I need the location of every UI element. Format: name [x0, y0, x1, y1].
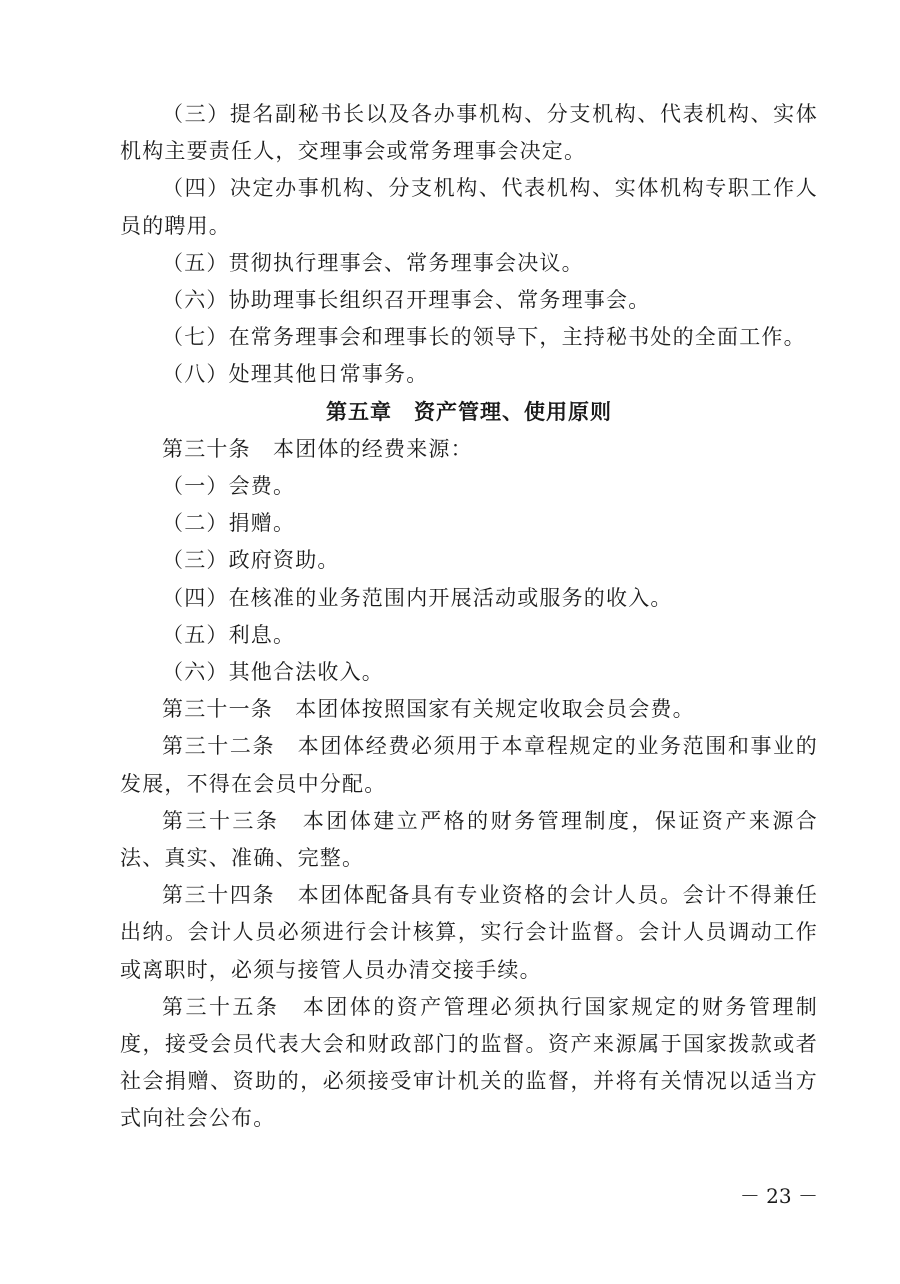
funding-source-1: （一）会费。 [162, 474, 296, 499]
funding-source-4: （四）在核准的业务范围内开展活动或服务的收入。 [162, 585, 673, 610]
document-body [120, 96, 818, 1138]
article-30: 第三十条 本团体的经费来源： [162, 436, 473, 461]
paragraph-item-7: （七）在常务理事会和理事长的领导下，主持秘书处的全面工作。 [162, 325, 806, 350]
article-31: 第三十一条 本团体按照国家有关规定收取会员会费。 [162, 697, 695, 722]
paragraph-item-3: （三）提名副秘书长以及各办事机构、分支机构、代表机构、实体机构主要责任人，交理事会或常务理事会决定。 [120, 102, 818, 164]
article-35: 第三十五条 本团体的资产管理必须执行国家规定的财务管理制度，接受会员代表大会和财政部门的监督。资产来源属于国家拨款或者社会捐赠、资助的，必须接受审计机关的监督，并将有关情况以适当方式向社会公布。 [120, 994, 818, 1131]
funding-source-5: （五）利息。 [162, 622, 296, 647]
funding-source-2: （二）捐赠。 [162, 511, 296, 536]
paragraph-item-8: （八）处理其他日常事务。 [162, 362, 429, 387]
article-32: 第三十二条 本团体经费必须用于本章程规定的业务范围和事业的发展，不得在会员中分配。 [120, 734, 818, 796]
chapter-title: 第五章 资产管理、使用原则 [326, 399, 612, 424]
paragraph-item-4: （四）决定办事机构、分支机构、代表机构、实体机构专职工作人员的聘用。 [120, 176, 818, 238]
funding-source-6: （六）其他合法收入。 [162, 660, 384, 685]
article-34: 第三十四条 本团体配备具有专业资格的会计人员。会计不得兼任出纳。会计人员必须进行会计核算，实行会计监督。会计人员调动工作或离职时，必须与接管人员办清交接手续。 [120, 883, 818, 982]
paragraph-item-5: （五）贯彻执行理事会、常务理事会决议。 [162, 250, 584, 275]
paragraph-item-6: （六）协助理事长组织召开理事会、常务理事会。 [162, 288, 651, 313]
page-number: － 23 － [739, 1184, 818, 1208]
article-33: 第三十三条 本团体建立严格的财务管理制度，保证资产来源合法、真实、准确、完整。 [120, 808, 818, 871]
funding-source-3: （三）政府资助。 [162, 548, 340, 573]
